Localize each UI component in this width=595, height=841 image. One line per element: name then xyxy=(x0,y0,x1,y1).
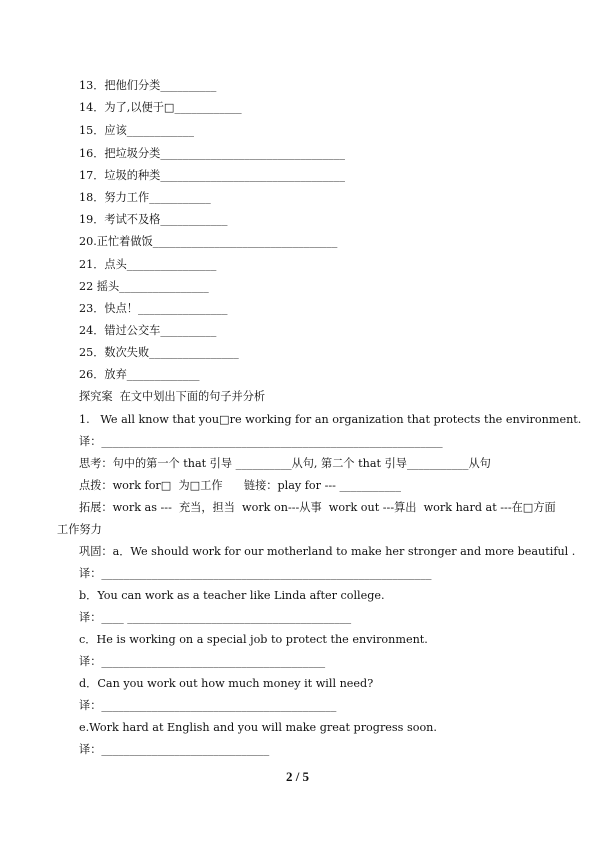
translation-a: 译：___________________________________________________________ xyxy=(79,567,432,580)
explore-header: 探究案 在文中划出下面的句子并分析 xyxy=(79,390,266,403)
tip-line: 点拨：work for□ 为□工作 链接：play for --- ___________ xyxy=(79,479,401,492)
page-number: 2 / 5 xyxy=(285,769,310,784)
vocab-item-17: 17．垃圾的种类_________________________________ xyxy=(79,169,345,182)
vocab-item-23: 23．快点！________________ xyxy=(79,302,228,315)
translation-e: 译：______________________________ xyxy=(79,743,270,756)
vocab-item-19: 19．考试不及格____________ xyxy=(79,213,228,226)
think-line: 思考：句中的第一个 that 引导 __________从句, 第二个 that 引导___________从句 xyxy=(79,457,491,470)
vocab-item-18: 18．努力工作___________ xyxy=(79,191,211,204)
sentence-1: 1. We all know that you□re working for an organization that protects the environment. xyxy=(79,413,582,426)
translation-1: 译：_____________________________________________________________ xyxy=(79,435,443,448)
translation-d: 译：__________________________________________ xyxy=(79,699,337,712)
consolidate-a: 巩固：a．We should work for our motherland to make her stronger and more beautiful . xyxy=(79,545,576,558)
vocab-item-25: 25．数次失败________________ xyxy=(79,346,239,359)
vocab-item-24: 24．错过公交车__________ xyxy=(79,324,217,337)
vocab-item-26: 26．放弃_____________ xyxy=(79,368,200,381)
vocab-item-16: 16．把垃圾分类_________________________________ xyxy=(79,147,345,160)
vocab-item-21: 21．点头________________ xyxy=(79,258,217,271)
consolidate-e: e.Work hard at English and you will make great progress soon. xyxy=(79,721,437,734)
vocab-item-13: 13．把他们分类__________ xyxy=(79,79,217,92)
consolidate-b: b．You can work as a teacher like Linda after college. xyxy=(79,589,385,602)
consolidate-d: d．Can you work out how much money it will need? xyxy=(79,677,374,690)
vocab-item-15: 15．应该____________ xyxy=(79,124,194,137)
vocab-item-22: 22 摇头________________ xyxy=(79,280,209,293)
expand-line-cont: 工作努力 xyxy=(57,523,102,536)
vocab-item-14: 14．为了,以便于□____________ xyxy=(79,101,242,114)
consolidate-c: c．He is working on a special job to protect the environment. xyxy=(79,633,428,646)
translation-b: 译：____ ________________________________________ xyxy=(79,611,352,624)
translation-c: 译：________________________________________ xyxy=(79,655,326,668)
vocab-item-20: 20.正忙着做饭_________________________________ xyxy=(79,235,338,248)
expand-line: 拓展：work as --- 充当，担当 work on---从事 work out ---算出 work hard at ---在□方面 xyxy=(79,501,556,514)
